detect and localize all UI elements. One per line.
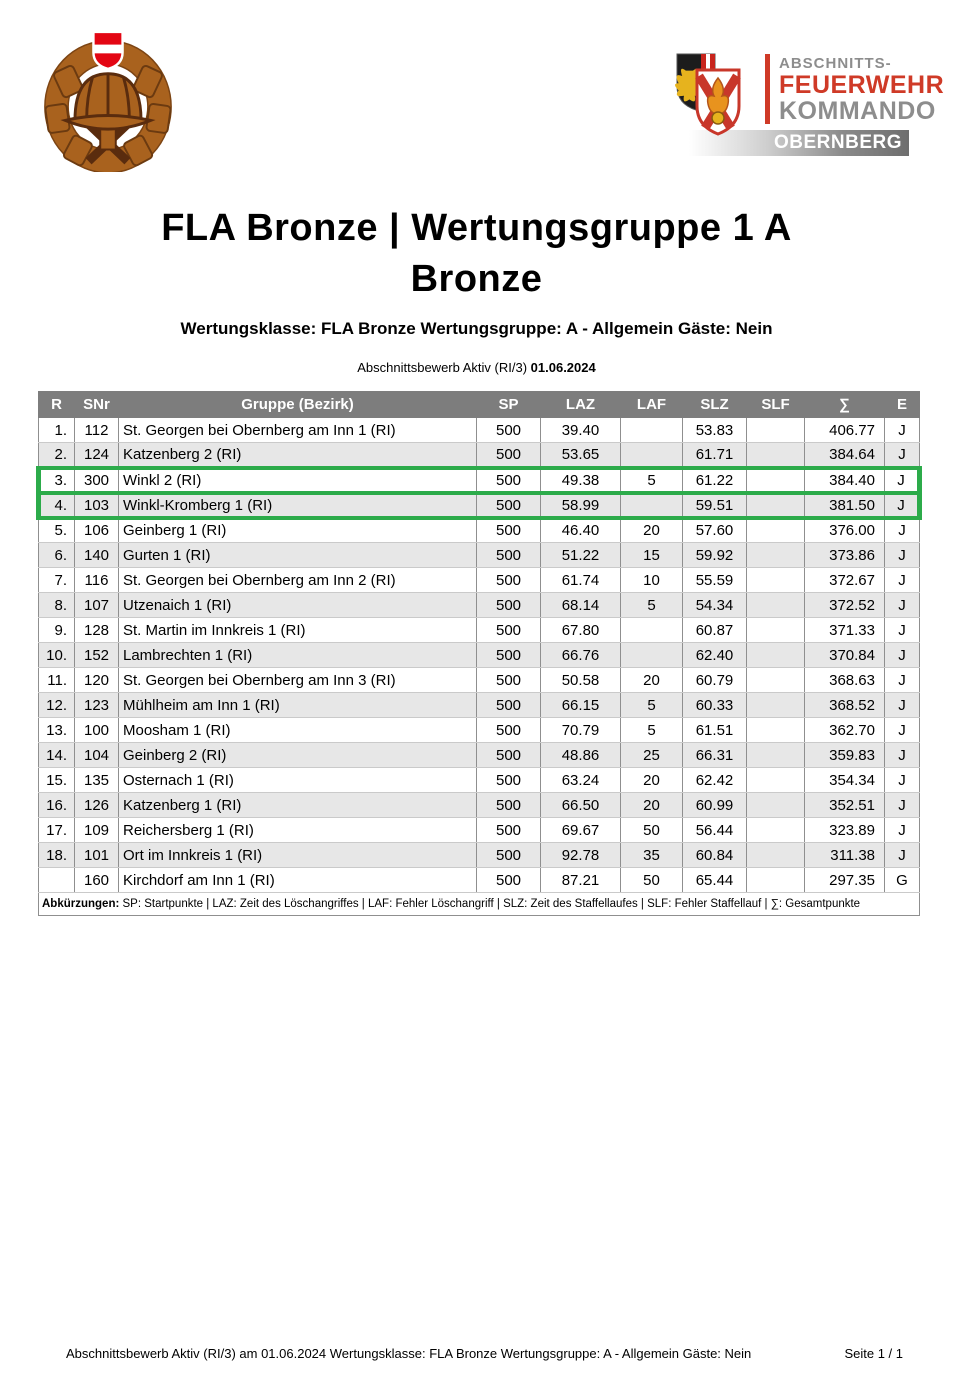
cell-laf: 20 (621, 768, 683, 793)
cell-rank: 10. (39, 643, 75, 668)
cell-rank: 6. (39, 543, 75, 568)
results-table-container (36, 391, 922, 916)
cell-slz: 60.79 (683, 668, 747, 693)
cell-sp: 500 (477, 593, 541, 618)
cell-sp: 500 (477, 618, 541, 643)
cell-gruppe: Geinberg 1 (RI) (119, 518, 477, 543)
cell-e: J (885, 718, 920, 743)
cell-e: J (885, 643, 920, 668)
table-row (39, 768, 920, 793)
table-row (39, 793, 920, 818)
cell-snr: 109 (75, 818, 119, 843)
column-header-slf: SLF (747, 392, 805, 418)
cell-snr: 106 (75, 518, 119, 543)
cell-sum: 362.70 (805, 718, 885, 743)
cell-sum: 352.51 (805, 793, 885, 818)
cell-sp: 500 (477, 818, 541, 843)
cell-sum: 368.63 (805, 668, 885, 693)
cell-laf: 25 (621, 743, 683, 768)
cell-rank: 8. (39, 593, 75, 618)
brand-line-1: ABSCHNITTS- (779, 55, 892, 72)
page-footer (66, 1346, 903, 1361)
cell-laz: 87.21 (541, 868, 621, 893)
cell-laz: 49.38 (541, 468, 621, 493)
cell-sum: 381.50 (805, 493, 885, 518)
cell-sum: 368.52 (805, 693, 885, 718)
cell-slf (747, 718, 805, 743)
cell-sp: 500 (477, 568, 541, 593)
cell-laz: 58.99 (541, 493, 621, 518)
cell-slf (747, 518, 805, 543)
cell-sp: 500 (477, 643, 541, 668)
cell-laz: 69.67 (541, 818, 621, 843)
cell-slz: 60.84 (683, 843, 747, 868)
cell-snr: 152 (75, 643, 119, 668)
cell-sp: 500 (477, 718, 541, 743)
cell-gruppe: Moosham 1 (RI) (119, 718, 477, 743)
cell-sp: 500 (477, 768, 541, 793)
cell-sum: 370.84 (805, 643, 885, 668)
cell-slz: 61.51 (683, 718, 747, 743)
cell-laf: 5 (621, 693, 683, 718)
cell-slz: 65.44 (683, 868, 747, 893)
cell-gruppe: St. Georgen bei Obernberg am Inn 3 (RI) (119, 668, 477, 693)
cell-e: J (885, 793, 920, 818)
cell-slf (747, 493, 805, 518)
cell-slf (747, 818, 805, 843)
cell-gruppe: St. Georgen bei Obernberg am Inn 2 (RI) (119, 568, 477, 593)
cell-e: J (885, 468, 920, 493)
cell-laz: 51.22 (541, 543, 621, 568)
cell-rank: 5. (39, 518, 75, 543)
cell-e: J (885, 693, 920, 718)
cell-laf: 5 (621, 718, 683, 743)
cell-slz: 60.87 (683, 618, 747, 643)
cell-snr: 160 (75, 868, 119, 893)
cell-gruppe: Mühlheim am Inn 1 (RI) (119, 693, 477, 718)
brand-line-2: FEUERWEHR (779, 70, 945, 99)
cell-sum: 297.35 (805, 868, 885, 893)
cell-e: J (885, 593, 920, 618)
cell-slz: 61.71 (683, 443, 747, 468)
cell-laf: 20 (621, 793, 683, 818)
cell-laz: 61.74 (541, 568, 621, 593)
cell-e: J (885, 668, 920, 693)
cell-slf (747, 643, 805, 668)
cell-gruppe: St. Georgen bei Obernberg am Inn 1 (RI) (119, 418, 477, 443)
cell-slz: 59.92 (683, 543, 747, 568)
brand-line-3: KOMMANDO (779, 96, 936, 125)
cell-laf: 20 (621, 668, 683, 693)
cell-laz: 68.14 (541, 593, 621, 618)
cell-slz: 56.44 (683, 818, 747, 843)
table-row (39, 643, 920, 668)
cell-gruppe: Reichersberg 1 (RI) (119, 818, 477, 843)
cell-sp: 500 (477, 543, 541, 568)
cell-snr: 123 (75, 693, 119, 718)
brand-text (765, 54, 945, 125)
column-header-slz: SLZ (683, 392, 747, 418)
cell-slz: 62.42 (683, 768, 747, 793)
cell-laz: 70.79 (541, 718, 621, 743)
cell-laf (621, 493, 683, 518)
cell-sum: 371.33 (805, 618, 885, 643)
cell-rank: 2. (39, 443, 75, 468)
cell-laz: 66.15 (541, 693, 621, 718)
cell-sum: 372.67 (805, 568, 885, 593)
cell-laf: 15 (621, 543, 683, 568)
cell-sum: 359.83 (805, 743, 885, 768)
cell-laf (621, 443, 683, 468)
cell-snr: 116 (75, 568, 119, 593)
cell-slf (747, 618, 805, 643)
cell-rank: 14. (39, 743, 75, 768)
table-row (39, 693, 920, 718)
cell-sp: 500 (477, 518, 541, 543)
cell-sp: 500 (477, 843, 541, 868)
footer-page-number: Seite 1 / 1 (844, 1346, 903, 1361)
cell-sp: 500 (477, 443, 541, 468)
cell-e: J (885, 818, 920, 843)
table-row (39, 493, 920, 518)
cell-sum: 323.89 (805, 818, 885, 843)
cell-gruppe: Utzenaich 1 (RI) (119, 593, 477, 618)
cell-sum: 354.34 (805, 768, 885, 793)
cell-slf (747, 568, 805, 593)
cell-gruppe: Katzenberg 1 (RI) (119, 793, 477, 818)
cell-laz: 50.58 (541, 668, 621, 693)
page-title (0, 203, 953, 306)
cell-laf: 50 (621, 868, 683, 893)
cell-laz: 39.40 (541, 418, 621, 443)
cell-slf (747, 843, 805, 868)
cell-snr: 101 (75, 843, 119, 868)
cell-snr: 135 (75, 768, 119, 793)
cell-sp: 500 (477, 468, 541, 493)
cell-snr: 300 (75, 468, 119, 493)
cell-snr: 112 (75, 418, 119, 443)
table-row (39, 418, 920, 443)
cell-laz: 66.76 (541, 643, 621, 668)
cell-gruppe: Gurten 1 (RI) (119, 543, 477, 568)
cell-slz: 61.22 (683, 468, 747, 493)
cell-slf (747, 543, 805, 568)
cell-slf (747, 693, 805, 718)
cell-e: J (885, 443, 920, 468)
cell-e: J (885, 618, 920, 643)
column-header-laf: LAF (621, 392, 683, 418)
table-row (39, 568, 920, 593)
cell-laf: 35 (621, 843, 683, 868)
cell-sum: 376.00 (805, 518, 885, 543)
cell-snr: 107 (75, 593, 119, 618)
event-name: Abschnittsbewerb Aktiv (RI/3) (357, 359, 531, 375)
cell-laf: 20 (621, 518, 683, 543)
table-row (39, 468, 920, 493)
cell-slf (747, 593, 805, 618)
cell-sp: 500 (477, 418, 541, 443)
cell-laz: 67.80 (541, 618, 621, 643)
table-row (39, 868, 920, 893)
cell-gruppe: Katzenberg 2 (RI) (119, 443, 477, 468)
cell-rank: 11. (39, 668, 75, 693)
cell-rank (39, 868, 75, 893)
cell-rank: 1. (39, 418, 75, 443)
cell-sp: 500 (477, 693, 541, 718)
cell-sp: 500 (477, 743, 541, 768)
results-table-body (39, 418, 920, 893)
cell-e: J (885, 543, 920, 568)
cell-sum: 384.64 (805, 443, 885, 468)
table-row (39, 443, 920, 468)
cell-laf: 5 (621, 468, 683, 493)
cell-slf (747, 793, 805, 818)
column-header-sum: ∑ (805, 392, 885, 418)
cell-slz: 55.59 (683, 568, 747, 593)
cell-sum: 384.40 (805, 468, 885, 493)
cell-rank: 4. (39, 493, 75, 518)
column-header-gruppe: Gruppe (Bezirk) (119, 392, 477, 418)
table-row (39, 743, 920, 768)
cell-laf: 5 (621, 593, 683, 618)
cell-laf (621, 618, 683, 643)
coat-of-arms-shields-icon (673, 52, 743, 138)
cell-slf (747, 418, 805, 443)
cell-laz: 66.50 (541, 793, 621, 818)
column-header-e: E (885, 392, 920, 418)
cell-e: G (885, 868, 920, 893)
cell-slz: 60.99 (683, 793, 747, 818)
abbreviations-text: SP: Startpunkte | LAZ: Zeit des Löschangriffes | LAF: Fehler Löschangriff | SLZ: Zeit des Staffellaufes | SLF: Fehler Staffellauf | ∑: Gesamtpunkte (119, 898, 861, 910)
cell-sum: 373.86 (805, 543, 885, 568)
cell-sp: 500 (477, 868, 541, 893)
cell-slf (747, 468, 805, 493)
event-date: 01.06.2024 (530, 359, 596, 375)
cell-slf (747, 668, 805, 693)
cell-rank: 17. (39, 818, 75, 843)
table-row (39, 668, 920, 693)
cell-gruppe: Kirchdorf am Inn 1 (RI) (119, 868, 477, 893)
cell-snr: 120 (75, 668, 119, 693)
cell-rank: 13. (39, 718, 75, 743)
table-row (39, 818, 920, 843)
cell-laz: 92.78 (541, 843, 621, 868)
cell-slf (747, 768, 805, 793)
cell-laz: 48.86 (541, 743, 621, 768)
cell-laf (621, 418, 683, 443)
table-row (39, 593, 920, 618)
cell-rank: 9. (39, 618, 75, 643)
cell-slz: 54.34 (683, 593, 747, 618)
cell-slz: 57.60 (683, 518, 747, 543)
cell-laf: 50 (621, 818, 683, 843)
cell-e: J (885, 568, 920, 593)
results-table (36, 391, 922, 916)
cell-gruppe: Ort im Innkreis 1 (RI) (119, 843, 477, 868)
cell-snr: 100 (75, 718, 119, 743)
event-line (0, 360, 953, 375)
title-block (0, 203, 953, 375)
cell-sp: 500 (477, 668, 541, 693)
column-header-laz: LAZ (541, 392, 621, 418)
cell-rank: 12. (39, 693, 75, 718)
helmet-wreath-icon (40, 26, 176, 172)
cell-e: J (885, 768, 920, 793)
cell-snr: 126 (75, 793, 119, 818)
column-header-rank: R (39, 392, 75, 418)
abbreviations-row (39, 893, 920, 916)
cell-sum: 311.38 (805, 843, 885, 868)
cell-e: J (885, 418, 920, 443)
cell-snr: 103 (75, 493, 119, 518)
cell-gruppe: Winkl 2 (RI) (119, 468, 477, 493)
cell-slz: 60.33 (683, 693, 747, 718)
cell-sum: 406.77 (805, 418, 885, 443)
cell-rank: 7. (39, 568, 75, 593)
cell-slz: 66.31 (683, 743, 747, 768)
cell-laf (621, 643, 683, 668)
abschnitts-feuerwehrkommando-logo (673, 52, 945, 156)
cell-slz: 62.40 (683, 643, 747, 668)
bronze-fire-brigade-wreath-emblem-icon (40, 26, 176, 172)
column-header-snr: SNr (75, 392, 119, 418)
title-line-1: FLA Bronze | Wertungsgruppe 1 A (161, 207, 792, 249)
abbreviations-label: Abkürzungen: (42, 898, 120, 910)
table-row (39, 518, 920, 543)
cell-rank: 18. (39, 843, 75, 868)
title-line-2: Bronze (410, 258, 543, 301)
cell-gruppe: Lambrechten 1 (RI) (119, 643, 477, 668)
table-row (39, 618, 920, 643)
cell-e: J (885, 743, 920, 768)
cell-slf (747, 743, 805, 768)
cell-gruppe: Geinberg 2 (RI) (119, 743, 477, 768)
footer-report-info: Abschnittsbewerb Aktiv (RI/3) am 01.06.2024 Wertungsklasse: FLA Bronze Wertungsgruppe: A - Allgemein Gäste: Nein (66, 1346, 752, 1361)
cell-laz: 46.40 (541, 518, 621, 543)
cell-e: J (885, 493, 920, 518)
cell-rank: 16. (39, 793, 75, 818)
cell-snr: 140 (75, 543, 119, 568)
cell-sp: 500 (477, 793, 541, 818)
cell-laf: 10 (621, 568, 683, 593)
cell-slz: 53.83 (683, 418, 747, 443)
subtitle: Wertungsklasse: FLA Bronze Wertungsgruppe: A - Allgemein Gäste: Nein (180, 318, 773, 338)
cell-sp: 500 (477, 493, 541, 518)
column-header-sp: SP (477, 392, 541, 418)
cell-rank: 15. (39, 768, 75, 793)
table-header-row (39, 392, 920, 418)
cell-slz: 59.51 (683, 493, 747, 518)
cell-snr: 124 (75, 443, 119, 468)
cell-laz: 53.65 (541, 443, 621, 468)
cell-gruppe: Osternach 1 (RI) (119, 768, 477, 793)
cell-slf (747, 443, 805, 468)
cell-laz: 63.24 (541, 768, 621, 793)
cell-slf (747, 868, 805, 893)
table-row (39, 718, 920, 743)
banner-label: OBERNBERG (773, 132, 902, 153)
table-row (39, 843, 920, 868)
cell-snr: 128 (75, 618, 119, 643)
abbreviations-cell (39, 893, 920, 916)
cell-e: J (885, 518, 920, 543)
cell-rank: 3. (39, 468, 75, 493)
cell-sum: 372.52 (805, 593, 885, 618)
table-row (39, 543, 920, 568)
cell-snr: 104 (75, 743, 119, 768)
cell-gruppe: Winkl-Kromberg 1 (RI) (119, 493, 477, 518)
cell-gruppe: St. Martin im Innkreis 1 (RI) (119, 618, 477, 643)
cell-e: J (885, 843, 920, 868)
